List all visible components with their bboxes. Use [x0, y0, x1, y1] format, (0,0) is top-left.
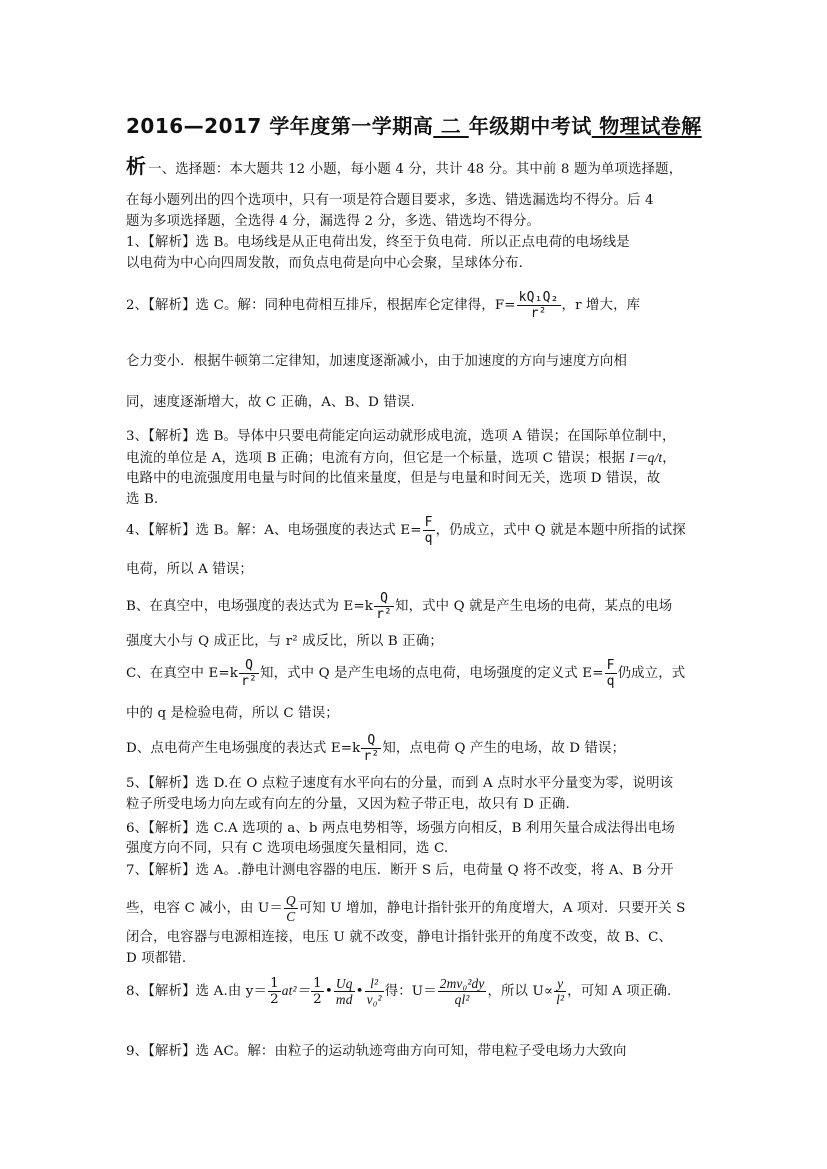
q9-line-1: 9、【解析】选 AC。解：由粒子的运动轨迹弯曲方向可知，带电粒子受电场力大致向 — [126, 1044, 627, 1059]
q3-line-4: 选 B. — [126, 492, 159, 507]
title-subject: 物理试卷解 — [591, 114, 702, 138]
q4-line-c2: 中的 q 是检验电荷，所以 C 错误； — [126, 706, 339, 721]
page-title — [126, 110, 726, 139]
q4-line-a2: 电荷，所以 A 错误； — [126, 562, 253, 577]
q7-line-3: 闭合，电容器与电源相连接，电压 U 就不改变，静电计指针张开的角度不改变，故 B、C、 — [126, 930, 673, 945]
title-part-1: 2016—2017 学年度第一学期高 — [126, 114, 434, 138]
q2-line-3: 同，速度逐渐增大，故 C 正确，A、B、D 错误． — [126, 395, 425, 410]
q2-line-1: 2、【解析】选 C。解：同种电荷相互排斥，根据库仑定律得，F= $\frac{\text{kQ₁Q₂}}{\text{r²}}$ ，r 增大，库 — [126, 290, 641, 321]
title-part-2: 年级期中考试 — [468, 114, 592, 138]
q4-line-b2: 强度大小与 Q 成正比，与 r² 成反比，所以 B 正确； — [126, 634, 443, 649]
q4-line-b1: B、在真空中，电场强度的表达式为 E=k $\frac{Q}{\text{r²}}$ 知，式中 Q 就是产生电场的电荷，某点的电场 — [126, 591, 673, 622]
intro-line-1: 析 一、选择题：本大题共 12 小题，每小题 4 分，共计 48 分。其中前 8 题为单项选择题， — [126, 154, 683, 178]
intro-line-3: 题为多项选择题，全选得 4 分，漏选得 2 分，多选、错选均不得分。 — [126, 214, 541, 229]
q7-line-4: D 项都错. — [126, 951, 187, 966]
q3-line-3: 电路中的电流强度用电量与时间的比值来量度，但是与电量和时间无关，选项 D 错误，故 — [126, 471, 661, 486]
q5-line-1: 5、【解析】选 D.在 O 点粒子速度有水平向右的分量，而到 A 点时水平分量变为零，说明该 — [126, 776, 674, 791]
q4-line-c1: C、在真空中 E=k $\frac{Q}{\text{r²}}$ 知，式中 Q 是产生电场的点电荷，电场强度的定义式 E= $\frac{F}{q}$ 仍成立，式 — [126, 658, 686, 689]
intro-line-2: 在每小题列出的四个选项中，只有一项是符合题目要求，多选、错选漏选均不得分。后 4 — [126, 193, 654, 208]
q7-line-2: 些，电容 C 减小，由 U＝ $\frac{Q}{C}$ 可知 U 增加，静电计指针张开的角度增大，A 项对．只要开关 S — [126, 893, 686, 924]
title-last-char: 析 — [126, 154, 147, 178]
q4-line-a1: 4、【解析】选 B。解：A、电场强度的表达式 E= $\frac{F}{q}$ ，仍成立，式中 Q 就是本题中所指的试探 — [126, 515, 686, 546]
q6-line-1: 6、【解析】选 C.A 选项的 a、b 两点电势相等，场强方向相反，B 利用矢量合成法得出电场 — [126, 821, 675, 836]
q5-line-2: 粒子所受电场力向左或有向左的分量，又因为粒子带正电，故只有 D 正确. — [126, 797, 570, 812]
q2-line-2: 仑力变小．根据牛顿第二定律知，加速度逐渐减小，由于加速度的方向与速度方向相 — [126, 354, 628, 369]
q3-line-2: 电流的单位是 A，选项 B 正确；电流有方向，但它是一个标量，选项 C 错误；根据 I＝q/t， — [126, 450, 676, 466]
q7-line-1: 7、【解析】选 A。.静电计测电容器的电压．断开 S 后，电荷量 Q 将不改变，将 A、B 分开 — [126, 863, 674, 878]
q8-line-1: 8、【解析】选 A.由 y＝ $\frac{1}{2}$ at²＝ $\frac{1}{2}$ • $\frac{Uq}{md}$ • $\frac{\text{l²}}{\text{v₀²}}$ 得：U＝ $\frac{\text{2mv₀²dy}}{\text{ql²}}$ ，所以 U∝ $\frac{y}{\text{l²}}$ ，可知 A 项正确. — [126, 976, 672, 1007]
coulomb-fraction: $\frac{\text{kQ₁Q₂}}{\text{r²}}$ — [518, 290, 559, 321]
q1-line-2: 以电荷为中心向四周发散，而负点电荷是向中心会聚，呈球体分布． — [126, 256, 533, 271]
q1-line-1: 1、【解析】选 B。电场线是从正电荷出发，终至于负电荷．所以正点电荷的电场线是 — [126, 235, 630, 250]
q6-line-2: 强度方向不同，只有 C 选项电场强度矢量相同，选 C. — [126, 841, 449, 856]
q4-line-d1: D、点电荷产生电场强度的表达式 E=k $\frac{Q}{\text{r²}}$ 知，点电荷 Q 产生的电场，故 D 错误； — [126, 733, 626, 764]
q3-line-1: 3、【解析】选 B。导体中只要电荷能定向运动就形成电流，选项 A 错误；在国际单位制中， — [126, 429, 676, 444]
title-grade: 二 — [433, 114, 469, 138]
